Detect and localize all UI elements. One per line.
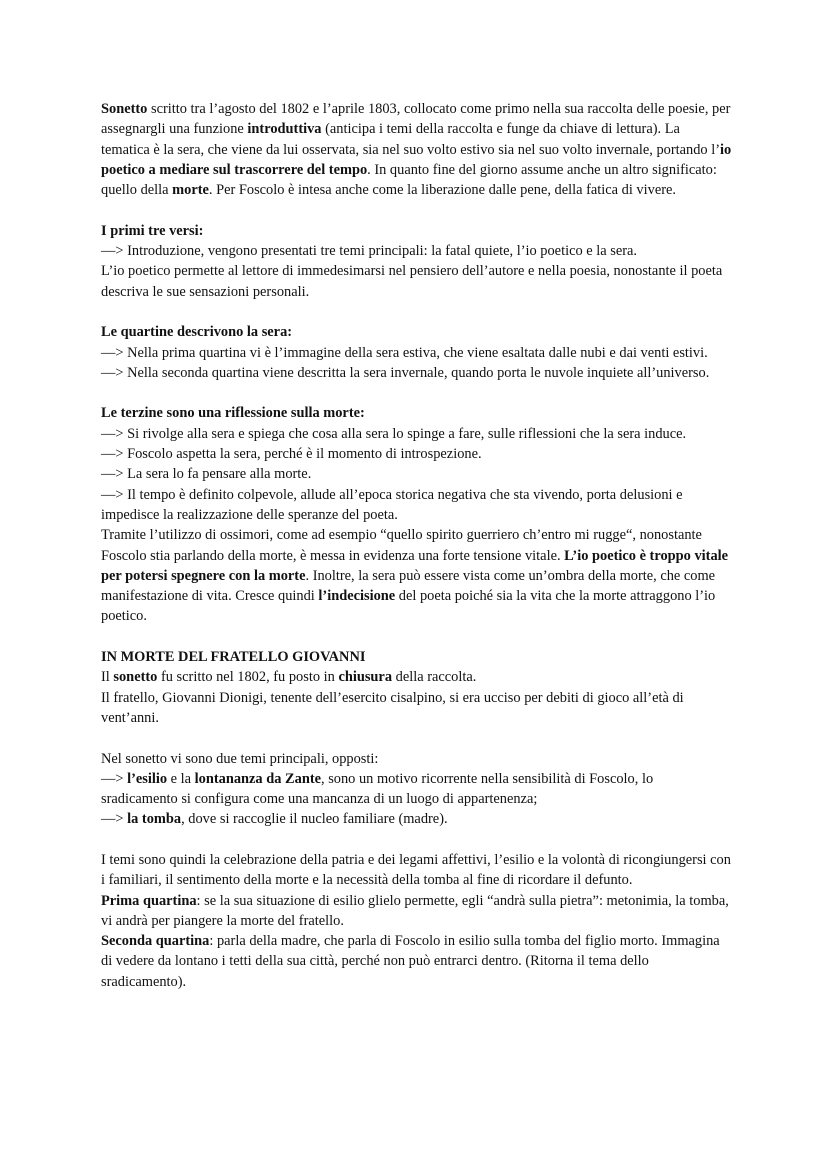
arrow-line: —> Foscolo aspetta la sera, perché è il momento di introspezione. <box>101 446 482 463</box>
bold-term: io poetico a mediare sul trascorrere del tempo <box>101 141 732 178</box>
paragraph: L’io poetico permette al lettore di immedesimarsi nel pensiero dell’autore e nella poesia, nonostante il poeta descriva le sue sensazioni personali. <box>101 263 723 300</box>
heading-text: Le terzine sono una riflessione sulla morte: <box>101 405 365 422</box>
text-run: della raccolta. <box>392 669 477 686</box>
section-heading <box>101 221 732 241</box>
spacer <box>101 627 732 647</box>
arrow-line <box>101 809 732 829</box>
section-heading <box>101 647 732 667</box>
heading-text: IN MORTE DEL FRATELLO GIOVANNI <box>101 649 366 666</box>
bold-term: lontananza da Zante <box>194 770 321 787</box>
ossimori-paragraph <box>101 525 732 626</box>
text-run: (anticipa i temi della raccolta e funge da chiave di lettura). La tematica è la sera, che viene da lui osservata, sia nel suo volto estivo sia nel suo volto invernale, portando l’ <box>101 121 721 158</box>
text-run: —> <box>101 811 128 828</box>
arrow-line: —> Nella prima quartina vi è l’immagine della sera estiva, che viene esaltata dalle nubi e dai venti estivi. <box>101 344 708 361</box>
section-heading <box>101 403 732 423</box>
paragraph <box>101 667 732 687</box>
bold-term: L’io poetico è troppo vitale per potersi spegnere con la morte <box>101 547 729 584</box>
spacer <box>101 728 732 748</box>
paragraph: I temi sono quindi la celebrazione della patria e dei legami affettivi, l’esilio e la volontà di ricongiungersi con i familiari, il sentimento della morte e la necessità della tomba al fine di ricordare il defunto. <box>101 851 731 889</box>
bold-term: morte <box>172 182 209 199</box>
bold-term: chiusura <box>338 669 393 686</box>
text-run: Il <box>101 669 114 686</box>
paragraph <box>101 931 732 992</box>
bold-term: l’indecisione <box>318 588 396 605</box>
bold-term: sonetto <box>113 669 158 686</box>
arrow-line <box>101 769 732 810</box>
text-run: del poeta poiché sia la vita che la morte attraggono l’io poetico. <box>101 588 716 625</box>
text-run: : se la sua situazione di esilio glielo permette, egli “andrà sulla pietra”: metonimia, la tomba, vi andrà per piangere la morte del fratello. <box>101 892 729 929</box>
spacer <box>101 383 732 403</box>
text-run: , sono un motivo ricorrente nella sensibilità di Foscolo, lo sradicamento si configura come una mancanza di un luogo di appartenenza; <box>101 770 654 808</box>
text-run: Tramite l’utilizzo di ossimori, come ad esempio “quello spirito guerriero ch’entro mi rugge“, nonostante Foscolo stia parlando della morte, è messa in evidenza una forte tensione vitale. <box>101 527 702 564</box>
heading-text: I primi tre versi: <box>101 222 204 239</box>
bold-term: Seconda quartina <box>101 933 210 950</box>
intro-paragraph <box>101 99 732 200</box>
text-run: e la <box>167 770 195 787</box>
arrow-line: —> Si rivolge alla sera e spiega che cosa alla sera lo spinge a fare, sulle riflessioni che la sera induce. <box>101 425 687 442</box>
text-run: fu scritto nel 1802, fu posto in <box>157 669 339 686</box>
text-run: —> <box>101 770 128 787</box>
arrow-line: —> Introduzione, vengono presentati tre temi principali: la fatal quiete, l’io poetico e la sera. <box>101 243 637 260</box>
bold-term: Sonetto <box>101 101 148 117</box>
bold-term: introduttiva <box>247 121 322 138</box>
arrow-line: —> Nella seconda quartina viene descritta la sera invernale, quando porta le nuvole inquiete all’universo. <box>101 364 710 381</box>
spacer <box>101 830 732 850</box>
section-heading <box>101 322 732 342</box>
spacer <box>101 302 732 322</box>
text-run: : parla della madre, che parla di Foscolo in esilio sulla tomba del figlio morto. Immagina di vedere da lontano i tetti della sua città, perché non può entrarci dentro. (Ritorna il tema dello sradicamento). <box>101 933 720 990</box>
text-run: . Per Foscolo è intesa anche come la liberazione dalle pene, della fatica di vivere. <box>208 182 676 199</box>
bold-term: Prima quartina <box>101 892 197 909</box>
heading-text: Le quartine descrivono la sera: <box>101 324 293 341</box>
paragraph <box>101 891 732 932</box>
text-run: , dove si raccoglie il nucleo familiare (madre). <box>181 811 448 828</box>
bold-term: l’esilio <box>127 770 168 787</box>
paragraph: Nel sonetto vi sono due temi principali, opposti: <box>101 750 379 767</box>
bold-term: la tomba <box>127 811 182 828</box>
arrow-line: —> Il tempo è definito colpevole, allude all’epoca storica negativa che sta vivendo, porta delusioni e impedisce la realizzazione delle speranze del poeta. <box>101 486 683 523</box>
spacer <box>101 200 732 220</box>
arrow-line: —> La sera lo fa pensare alla morte. <box>101 466 312 483</box>
text-run: . Inoltre, la sera può essere vista come un’ombra della morte, che come manifestazione di vita. Cresce quindi <box>101 567 716 605</box>
text-run: scritto tra l’agosto del 1802 e l’aprile 1803, collocato come primo nella sua raccolta delle poesie, per assegnargli una funzione <box>101 101 731 138</box>
text-run: . In quanto fine del giorno assume anche un altro significato: quello della <box>101 161 717 199</box>
paragraph: Il fratello, Giovanni Dionigi, tenente dell’esercito cisalpino, si era ucciso per debiti di gioco all’età di vent’anni. <box>101 689 684 726</box>
